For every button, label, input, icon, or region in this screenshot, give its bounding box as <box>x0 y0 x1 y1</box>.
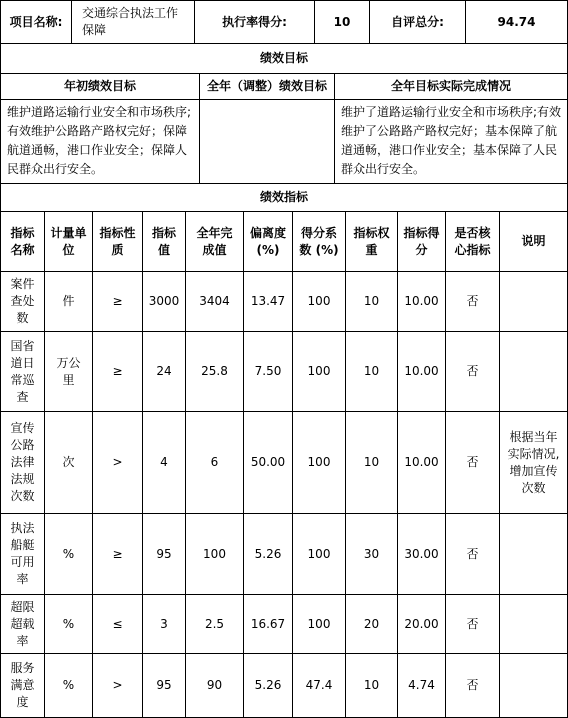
exec-rate-value: 10 <box>315 0 370 44</box>
self-eval-label: 自评总分: <box>370 0 466 44</box>
cell-score: 20.00 <box>398 595 446 654</box>
col-header-coef: 得分系数 (%) <box>293 212 346 272</box>
cell-actual: 25.8 <box>186 332 244 412</box>
table-row <box>0 654 568 718</box>
cell-note <box>500 272 568 332</box>
cell-name: 案件查处数 <box>0 272 45 332</box>
cell-deviation: 50.00 <box>244 412 293 514</box>
cell-weight: 30 <box>346 514 398 595</box>
col-header-actual: 全年完成值 <box>186 212 244 272</box>
indicators-section-title: 绩效指标 <box>0 184 568 212</box>
col-header-name: 指标名称 <box>0 212 45 272</box>
goals-col-initial: 年初绩效目标 <box>0 74 200 100</box>
cell-actual: 6 <box>186 412 244 514</box>
cell-nature: > <box>93 412 143 514</box>
cell-score: 4.74 <box>398 654 446 718</box>
goals-actual-text: 维护了道路运输行业安全和市场秩序;有效维护了公路路产路权完好；基本保障了航道通畅，港口作业安全；基本保障了人民群众出行安全。 <box>335 100 568 184</box>
cell-unit: 次 <box>45 412 93 514</box>
cell-deviation: 5.26 <box>244 514 293 595</box>
cell-target: 3 <box>143 595 186 654</box>
cell-name: 宣传公路法律法规次数 <box>0 412 45 514</box>
cell-weight: 10 <box>346 332 398 412</box>
cell-target: 4 <box>143 412 186 514</box>
cell-deviation: 16.67 <box>244 595 293 654</box>
col-header-unit: 计量单位 <box>45 212 93 272</box>
cell-core: 否 <box>446 412 500 514</box>
project-label: 项目名称: <box>0 0 72 44</box>
cell-target: 3000 <box>143 272 186 332</box>
cell-score: 30.00 <box>398 514 446 595</box>
cell-note <box>500 514 568 595</box>
cell-nature: ≥ <box>93 272 143 332</box>
exec-rate-label: 执行率得分: <box>195 0 315 44</box>
cell-unit: % <box>45 595 93 654</box>
cell-name: 执法船艇可用率 <box>0 514 45 595</box>
cell-core: 否 <box>446 595 500 654</box>
cell-core: 否 <box>446 514 500 595</box>
cell-nature: ≥ <box>93 514 143 595</box>
cell-coef: 100 <box>293 514 346 595</box>
project-name: 交通综合执法工作保障 <box>72 0 195 44</box>
cell-unit: 万公里 <box>45 332 93 412</box>
cell-name: 国省道日常巡查 <box>0 332 45 412</box>
col-header-score: 指标得分 <box>398 212 446 272</box>
goals-col-adjusted: 全年（调整）绩效目标 <box>200 74 335 100</box>
cell-nature: ≥ <box>93 332 143 412</box>
cell-weight: 20 <box>346 595 398 654</box>
col-header-nature: 指标性质 <box>93 212 143 272</box>
cell-weight: 10 <box>346 272 398 332</box>
cell-deviation: 7.50 <box>244 332 293 412</box>
cell-nature: > <box>93 654 143 718</box>
cell-score: 10.00 <box>398 412 446 514</box>
goals-section-title: 绩效目标 <box>0 44 568 74</box>
cell-unit: % <box>45 514 93 595</box>
goals-adjusted-text <box>200 100 335 184</box>
cell-actual: 2.5 <box>186 595 244 654</box>
table-row <box>0 514 568 595</box>
cell-coef: 100 <box>293 412 346 514</box>
col-header-deviation: 偏离度(%) <box>244 212 293 272</box>
cell-unit: 件 <box>45 272 93 332</box>
cell-note <box>500 654 568 718</box>
self-eval-value: 94.74 <box>466 0 568 44</box>
cell-deviation: 5.26 <box>244 654 293 718</box>
col-header-target: 指标值 <box>143 212 186 272</box>
cell-deviation: 13.47 <box>244 272 293 332</box>
cell-target: 95 <box>143 514 186 595</box>
cell-coef: 100 <box>293 332 346 412</box>
indicator-header-row <box>0 212 568 272</box>
cell-note <box>500 332 568 412</box>
goals-initial-text: 维护道路运输行业安全和市场秩序;有效维护公路路产路权完好；保障航道通畅，港口作业安全；保障人民群众出行安全。 <box>0 100 200 184</box>
cell-score: 10.00 <box>398 332 446 412</box>
cell-coef: 100 <box>293 272 346 332</box>
table-row <box>0 332 568 412</box>
header-row <box>0 0 568 44</box>
col-header-core: 是否核心指标 <box>446 212 500 272</box>
cell-nature: ≤ <box>93 595 143 654</box>
cell-name: 服务满意度 <box>0 654 45 718</box>
table-row <box>0 412 568 514</box>
cell-coef: 100 <box>293 595 346 654</box>
cell-target: 24 <box>143 332 186 412</box>
goals-col-actual: 全年目标实际完成情况 <box>335 74 568 100</box>
cell-core: 否 <box>446 654 500 718</box>
table-row <box>0 595 568 654</box>
cell-coef: 47.4 <box>293 654 346 718</box>
cell-note <box>500 595 568 654</box>
cell-weight: 10 <box>346 654 398 718</box>
cell-target: 95 <box>143 654 186 718</box>
col-header-weight: 指标权重 <box>346 212 398 272</box>
cell-actual: 90 <box>186 654 244 718</box>
cell-actual: 3404 <box>186 272 244 332</box>
cell-score: 10.00 <box>398 272 446 332</box>
cell-actual: 100 <box>186 514 244 595</box>
cell-weight: 10 <box>346 412 398 514</box>
col-header-note: 说明 <box>500 212 568 272</box>
cell-core: 否 <box>446 332 500 412</box>
table-row <box>0 272 568 332</box>
cell-core: 否 <box>446 272 500 332</box>
cell-name: 超限超载率 <box>0 595 45 654</box>
cell-unit: % <box>45 654 93 718</box>
cell-note: 根据当年实际情况,增加宣传次数 <box>500 412 568 514</box>
